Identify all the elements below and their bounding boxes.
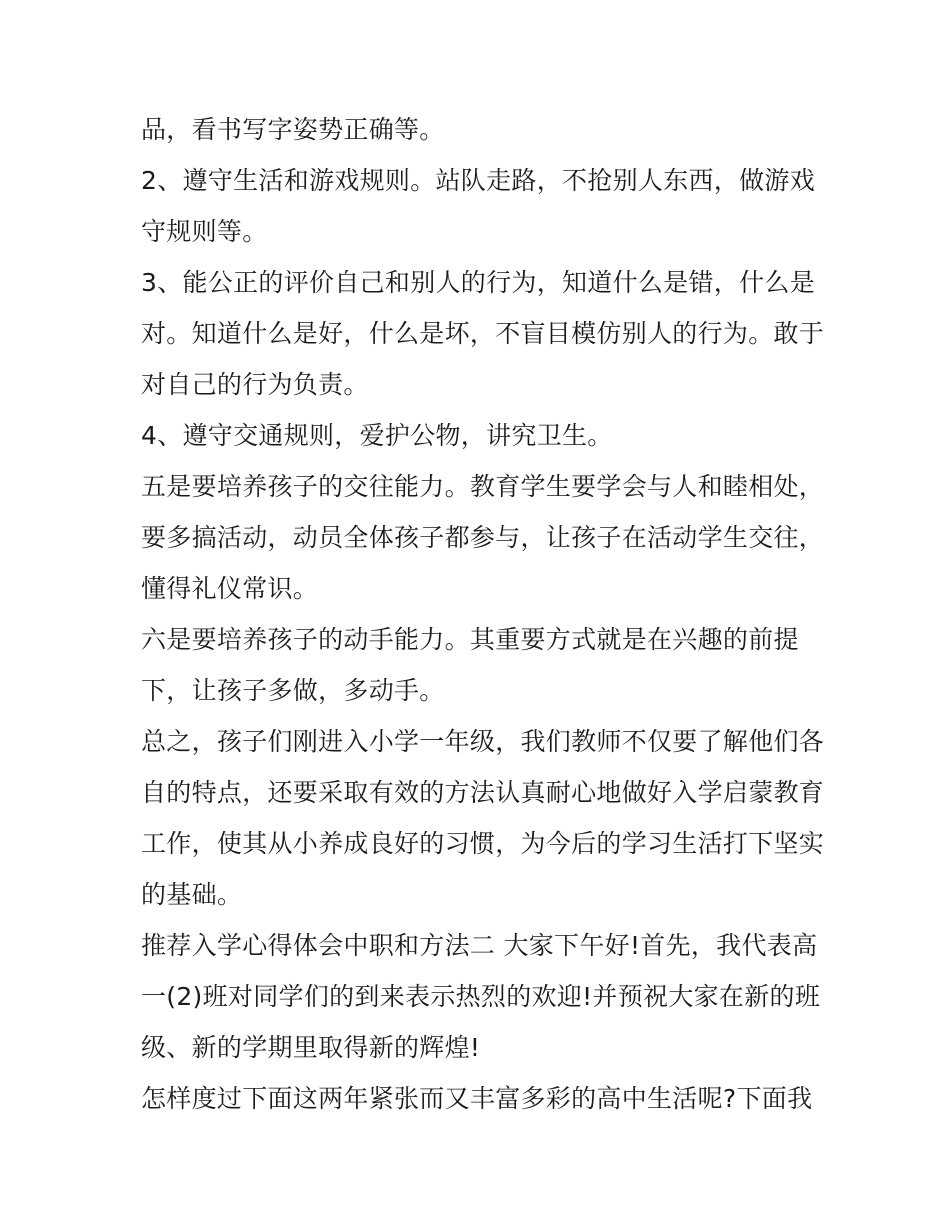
text-line: 下，让孩子多做，多动手。 — [141, 676, 445, 705]
text-line: 工作，使其从小养成良好的习惯，为今后的学习生活打下坚实 — [141, 829, 825, 858]
text-line: 级、新的学期里取得新的辉煌! — [141, 1033, 481, 1062]
text-line: 自的特点，还要采取有效的方法认真耐心地做好入学启蒙教育 — [141, 778, 825, 807]
text-line: 六是要培养孩子的动手能力。其重要方式就是在兴趣的前提 — [141, 625, 799, 654]
text-line: 3、能公正的评价自己和别人的行为，知道什么是错，什么是 — [141, 268, 816, 297]
text-line: 守规则等。 — [141, 217, 268, 246]
text-line: 一(2)班对同学们的到来表示热烈的欢迎!并预祝大家在新的班 — [141, 982, 821, 1011]
text-line: 懂得礼仪常识。 — [141, 574, 319, 603]
text-line: 怎样度过下面这两年紧张而又丰富多彩的高中生活呢?下面我 — [141, 1084, 813, 1113]
text-line: 对。知道什么是好，什么是坏，不盲目模仿别人的行为。敢于 — [141, 319, 825, 348]
text-line: 五是要培养孩子的交往能力。教育学生要学会与人和睦相处， — [141, 472, 825, 501]
text-line: 4、遵守交通规则，爱护公物，讲究卫生。 — [141, 421, 613, 450]
text-line: 要多搞活动，动员全体孩子都参与，让孩子在活动学生交往， — [141, 523, 825, 552]
text-line: 总之，孩子们刚进入小学一年级，我们教师不仅要了解他们各 — [141, 727, 825, 756]
text-line: 的基础。 — [141, 880, 243, 909]
text-line: 2、遵守生活和游戏规则。站队走路，不抢别人东西，做游戏 — [141, 166, 816, 195]
text-line: 对自己的行为负责。 — [141, 370, 369, 399]
document-body — [141, 104, 825, 1124]
text-line: 推荐入学心得体会中职和方法二 大家下午好!首先，我代表高 — [141, 931, 818, 960]
text-line: 品，看书写字姿势正确等。 — [141, 115, 445, 144]
